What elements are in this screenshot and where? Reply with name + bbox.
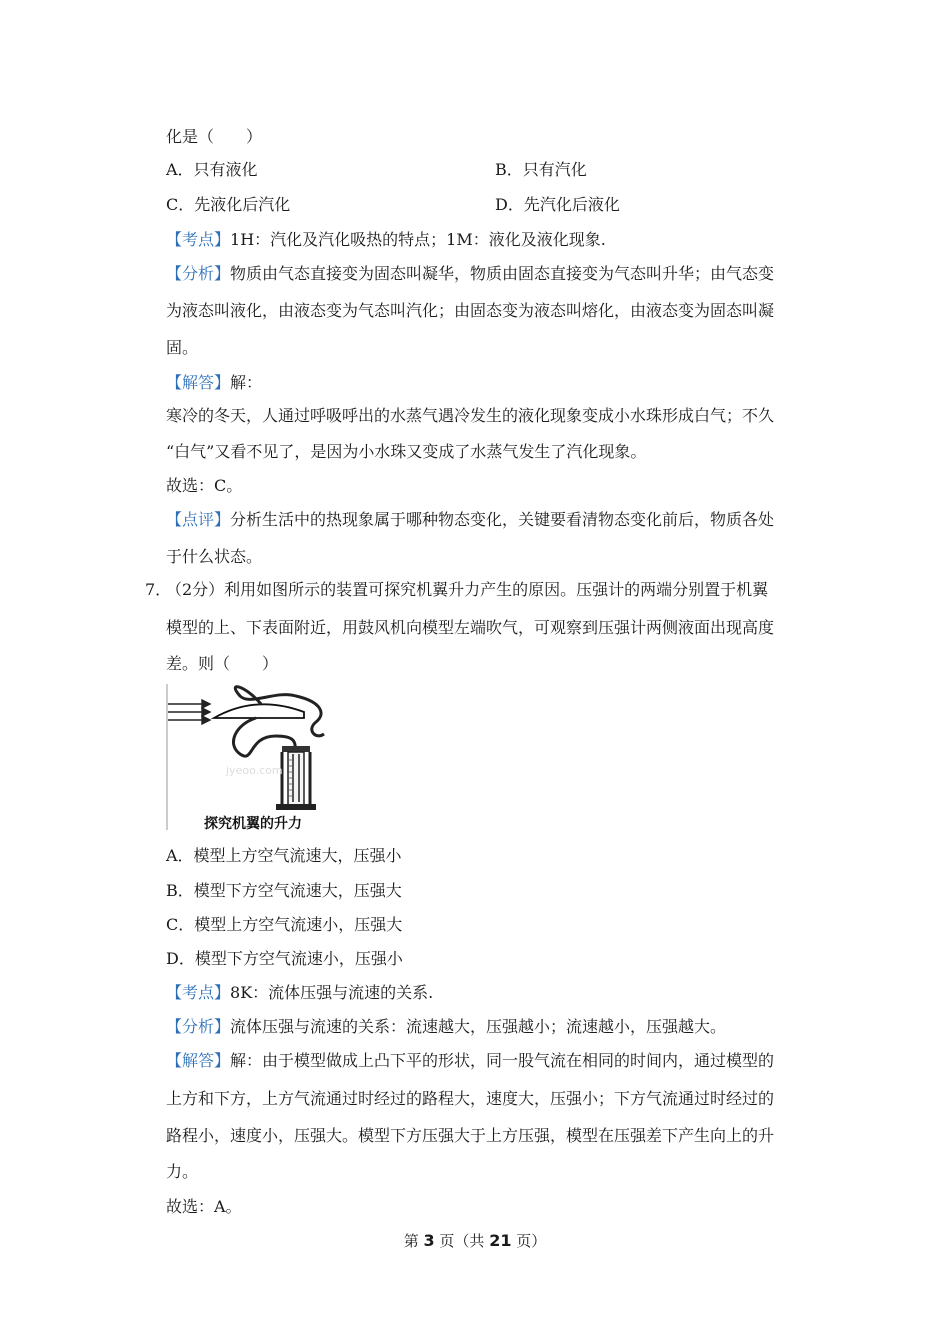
- q7-option-d: D．模型下方空气流速小，压强小: [166, 949, 403, 968]
- question-number: 7．: [145, 580, 172, 599]
- q7-jieda-text: 解：由于模型做成上凸下平的形状，同一股气流在相同的时间内，通过模型的: [230, 1051, 775, 1070]
- fenxi-line-3: 固。: [166, 338, 199, 357]
- kaodian-section: [166, 230, 606, 250]
- q7-jieda-tag: 【解答】: [166, 1051, 231, 1070]
- question-stem-3: 差。则（ ）: [166, 654, 279, 673]
- q7-fenxi-tag: 【分析】: [166, 1017, 231, 1036]
- q7-option-a: A．模型上方空气流速大，压强小: [166, 846, 402, 865]
- option-a: A．只有液化: [166, 160, 258, 179]
- kaodian-tag: 【考点】: [166, 230, 231, 249]
- fenxi-text: 物质由气态直接变为固态叫凝华，物质由固态直接变为气态叫升华；由气态变: [230, 264, 775, 283]
- q7-jieda-line-4: 力。: [166, 1162, 199, 1181]
- dianping-text: 分析生活中的热现象属于哪种物态变化，关键要看清物态变化前后，物质各处: [230, 510, 775, 529]
- jieda-section: [166, 373, 262, 393]
- dianping-line-2: 于什么状态。: [166, 547, 263, 566]
- wing-lift-figure: [166, 684, 356, 834]
- q7-fenxi-text: 流体压强与流速的关系：流速越大，压强越小；流速越小，压强越大。: [230, 1017, 727, 1036]
- manometer-base: [276, 804, 316, 810]
- option-b: B．只有汽化: [495, 160, 587, 179]
- q7-kaodian-tag: 【考点】: [166, 983, 231, 1002]
- footer-post: 页）: [511, 1232, 547, 1250]
- question-stem-tail: 化是（ ）: [166, 127, 263, 146]
- dianping-tag: 【点评】: [166, 510, 231, 529]
- option-c: C．先液化后汽化: [166, 195, 291, 214]
- q7-kaodian-section: [166, 983, 433, 1003]
- jieda-line-2: “白气”又看不见了，是因为小水珠又变成了水蒸气发生了汽化现象。: [166, 442, 647, 461]
- wing-apparatus-drawing: [166, 684, 356, 834]
- jieda-line-1: 寒冷的冬天，人通过呼吸呼出的水蒸气遇冷发生的液化现象变成小水珠形成白气；不久: [166, 406, 775, 425]
- manometer-top: [282, 746, 310, 752]
- question-stem-2: 模型的上、下表面附近，用鼓风机向模型左端吹气，可观察到压强计两侧液面出现高度: [166, 618, 775, 637]
- footer-mid: 页（共: [434, 1232, 490, 1250]
- wing-model: [214, 704, 304, 718]
- kaodian-text: 1H：汽化及汽化吸热的特点；1M：液化及液化现象.: [230, 230, 606, 249]
- figure-caption: 探究机翼的升力: [204, 816, 302, 832]
- fenxi-tag: 【分析】: [166, 264, 231, 283]
- total-page-count: 21: [489, 1231, 512, 1250]
- fenxi-section: [166, 264, 774, 284]
- question-stem-1: （2分）利用如图所示的装置可探究机翼升力产生的原因。压强计的两端分别置于机翼: [166, 580, 769, 599]
- option-d: D．先汽化后液化: [495, 195, 620, 214]
- q7-option-c: C．模型上方空气流速小，压强大: [166, 915, 403, 934]
- q7-fenxi-section: [166, 1017, 726, 1037]
- q7-kaodian-text: 8K：流体压强与流速的关系.: [230, 983, 434, 1002]
- figure-watermark: jyeoo.com: [226, 764, 283, 777]
- jieda-head: 解：: [230, 373, 263, 392]
- dianping-section: [166, 510, 774, 530]
- q7-jieda-line-2: 上方和下方，上方气流通过时经过的路程大，速度大，压强小；下方气流通过时经过的: [166, 1089, 775, 1108]
- jieda-tag: 【解答】: [166, 373, 231, 392]
- fenxi-line-2: 为液态叫液化，由液态变为气态叫汽化；由固态变为液态叫熔化，由液态变为固态叫凝: [166, 301, 775, 320]
- page-footer: [0, 1230, 950, 1251]
- footer-pre: 第: [403, 1232, 424, 1250]
- q7-jieda-line-3: 路程小，速度小，压强大。模型下方压强大于上方压强，模型在压强差下产生向上的升: [166, 1126, 775, 1145]
- q7-option-b: B．模型下方空气流速大，压强大: [166, 881, 402, 900]
- q7-jieda-section: [166, 1051, 774, 1071]
- current-page-number: 3: [423, 1231, 435, 1250]
- q7-guxuan-line: 故选：A。: [166, 1197, 242, 1216]
- airflow-arrows: [168, 700, 210, 724]
- guxuan-line: 故选：C。: [166, 476, 243, 495]
